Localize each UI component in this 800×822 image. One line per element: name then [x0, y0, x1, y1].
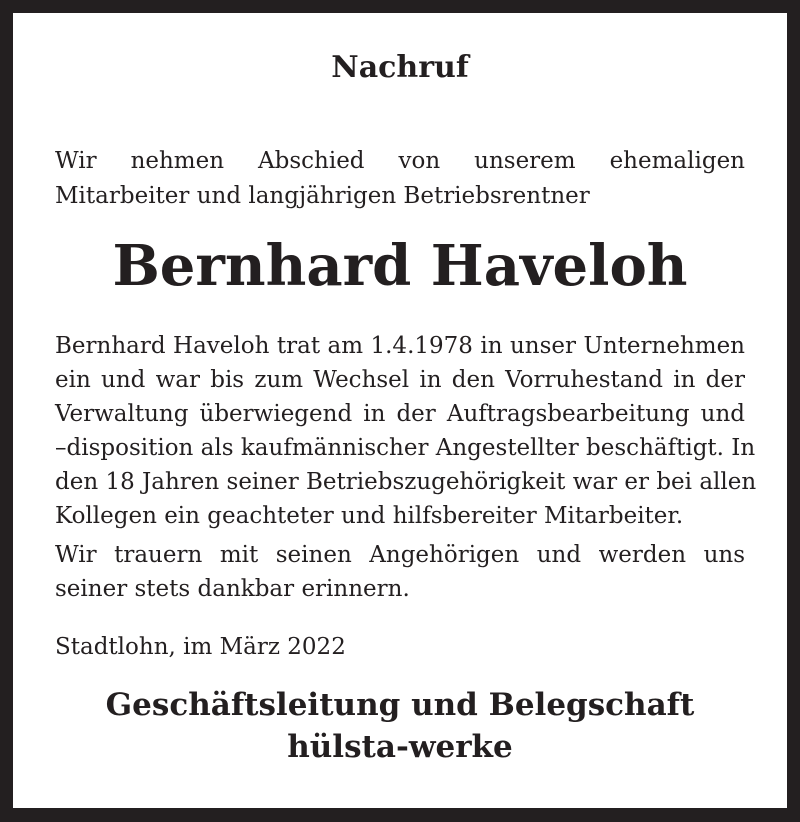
- body-line: den 18 Jahren seiner Betriebszugehörigkeit war er bei allen: [55, 469, 757, 495]
- condolence-line: seiner stets dankbar erinnern.: [55, 576, 410, 602]
- intro-line: Wir nehmen Abschied von unserem ehemaligen: [55, 148, 745, 174]
- deceased-name: Bernhard Haveloh: [112, 233, 688, 299]
- notice-title: Nachruf: [331, 50, 469, 85]
- body-line: Bernhard Haveloh trat am 1.4.1978 in unser Unternehmen: [55, 333, 745, 359]
- condolence-line: Wir trauern mit seinen Angehörigen und werden uns: [55, 542, 745, 568]
- body-line: Kollegen ein geachteter und hilfsbereiter Mitarbeiter.: [55, 503, 684, 529]
- body-line: Verwaltung überwiegend in der Auftragsbearbeitung und: [55, 401, 745, 427]
- body-line: –disposition als kaufmännischer Angestellter beschäftigt. In: [55, 435, 756, 461]
- intro-line: Mitarbeiter und langjährigen Betriebsrentner: [55, 183, 590, 209]
- company-name: hülsta-werke: [287, 729, 513, 765]
- place-date: Stadtlohn, im März 2022: [55, 634, 346, 660]
- signature-line: Geschäftsleitung und Belegschaft: [105, 687, 695, 723]
- body-line: ein und war bis zum Wechsel in den Vorruhestand in der: [55, 367, 745, 393]
